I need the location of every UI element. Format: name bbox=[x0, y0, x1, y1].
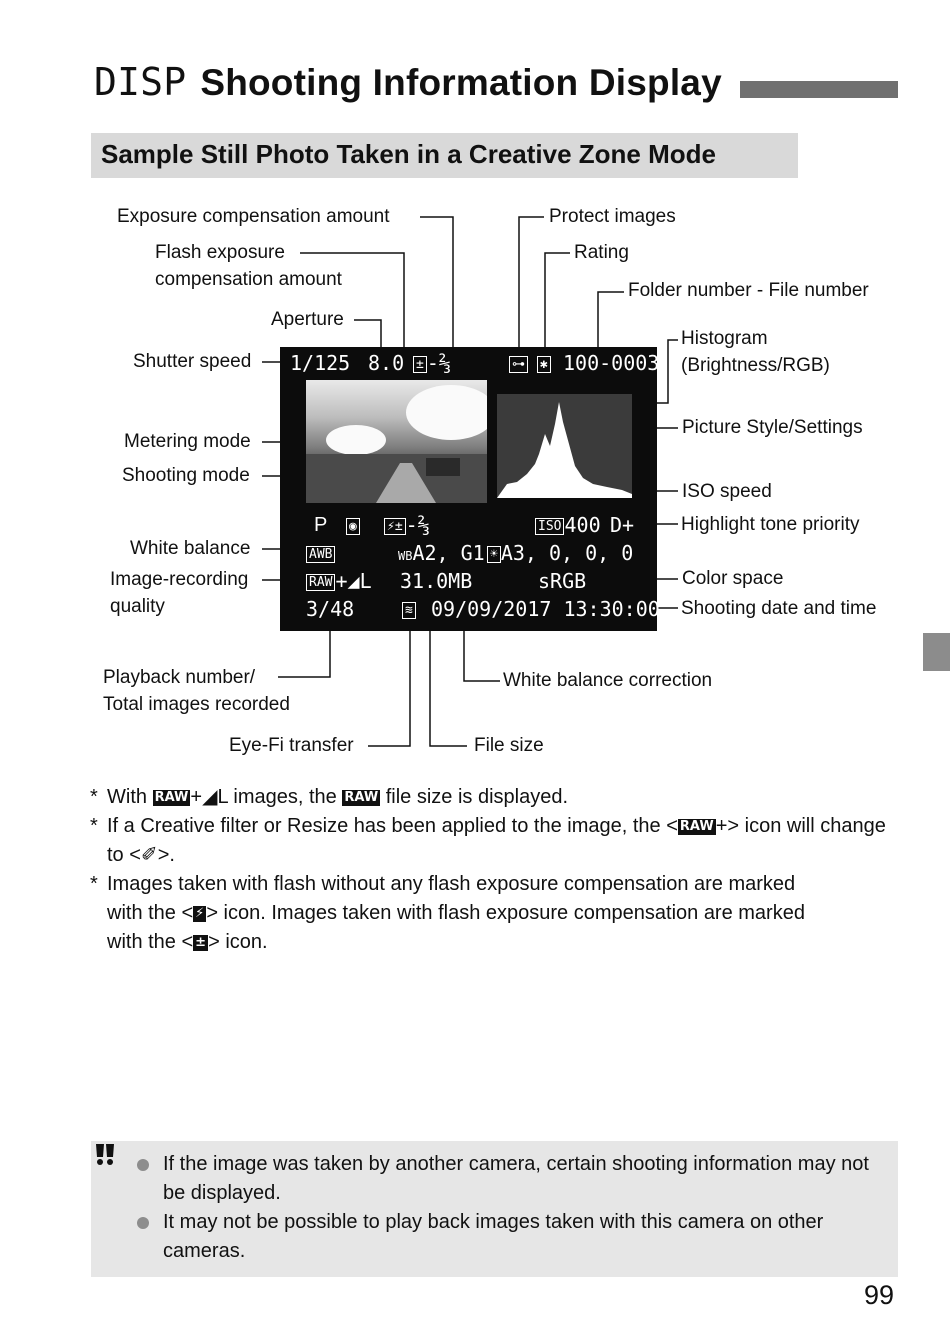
screen-highlight: D+ bbox=[610, 513, 635, 537]
raw-icon: RAW bbox=[679, 819, 714, 834]
label-flash-exposure-comp: Flash exposure compensation amount bbox=[155, 242, 342, 290]
screen-folder-file: 100-0003 bbox=[563, 351, 660, 375]
disp-label: DISP bbox=[94, 60, 187, 104]
label-color-space: Color space bbox=[682, 568, 784, 589]
star-icon: ✱ bbox=[537, 351, 551, 375]
screen-quality: RAW +◢L bbox=[306, 569, 372, 593]
screen-aperture: 8.0 bbox=[368, 351, 405, 375]
label-file-size: File size bbox=[474, 735, 544, 756]
screen-color-space: sRGB bbox=[538, 569, 587, 593]
flash-comp-icon: ⚡± bbox=[384, 518, 406, 535]
screen-file-size: 31.0MB bbox=[400, 569, 473, 593]
footnotes bbox=[90, 783, 902, 957]
screen-wb bbox=[306, 541, 335, 565]
label-folder-file-number: Folder number - File number bbox=[628, 280, 869, 301]
title-text: Shooting Information Display bbox=[200, 62, 722, 103]
page-number: 99 bbox=[864, 1280, 895, 1310]
screen-iso: ISO 400 bbox=[535, 513, 601, 537]
label-white-balance: White balance bbox=[130, 538, 251, 559]
screen-datetime: 09/09/2017 13:30:00 bbox=[431, 597, 660, 621]
flash-comp-icon: ± bbox=[195, 935, 207, 950]
picture-style-icon: ☀ bbox=[487, 546, 501, 563]
label-wb-correction: White balance correction bbox=[503, 670, 713, 691]
label-highlight-tone: Highlight tone priority bbox=[681, 514, 860, 535]
iso-icon: ISO bbox=[535, 518, 564, 535]
label-playback-number: Playback number/ Total images recorded bbox=[103, 667, 290, 715]
section-title: Sample Still Photo Taken in a Creative Zone Mode bbox=[101, 139, 716, 169]
eye-fi-icon: ≋ bbox=[402, 597, 416, 621]
wb-icon: AWB bbox=[306, 546, 335, 563]
label-picture-style: Picture Style/Settings bbox=[682, 417, 863, 438]
label-metering-mode: Metering mode bbox=[124, 431, 251, 452]
camera-screen bbox=[280, 347, 660, 631]
bullet-icon bbox=[137, 1217, 149, 1229]
flash-icon: ⚡ bbox=[195, 906, 205, 921]
label-exposure-comp: Exposure compensation amount bbox=[117, 206, 390, 227]
metering-icon: ◉ bbox=[346, 513, 360, 537]
screen-mode: P bbox=[314, 514, 328, 536]
label-date-time: Shooting date and time bbox=[681, 598, 877, 619]
raw-icon: RAW bbox=[344, 790, 379, 805]
label-shutter-speed: Shutter speed bbox=[133, 351, 252, 372]
screen-flash-comp: ⚡± -⅔ bbox=[384, 513, 430, 537]
wb-shift-icon: WB bbox=[398, 549, 413, 563]
histogram-curve bbox=[497, 394, 632, 498]
screen-playback: 3/48 bbox=[306, 597, 355, 621]
raw-icon: RAW bbox=[306, 574, 335, 591]
label-shooting-mode: Shooting mode bbox=[122, 465, 250, 486]
footnote-1: * With RAW +◢L images, the RAW file size is displayed. bbox=[90, 786, 569, 808]
caution-icon bbox=[92, 1142, 118, 1168]
creative-filter-icon: ✐ bbox=[140, 844, 158, 866]
exp-comp-icon: ± bbox=[413, 356, 427, 373]
screen-wb-shift: WBA2, G1 bbox=[398, 541, 485, 565]
footnote-3: * Images taken with flash without any flash exposure compensation are marked with the < ⚡ > icon. Images taken with flash exposure compensation are marked with the < ± > icon. bbox=[90, 873, 805, 953]
label-iso-speed: ISO speed bbox=[682, 481, 772, 502]
photo-thumbnail bbox=[306, 380, 487, 503]
label-aperture: Aperture bbox=[271, 309, 344, 330]
footnote-2: * If a Creative filter or Resize has been applied to the image, the < RAW +> icon will change to <✐>. bbox=[90, 815, 886, 866]
histogram-graph bbox=[497, 394, 632, 498]
label-histogram: Histogram (Brightness/RGB) bbox=[681, 328, 830, 376]
screen-shutter: 1/125 bbox=[290, 351, 351, 375]
label-rating: Rating bbox=[574, 242, 629, 263]
key-icon: ⊶ bbox=[509, 351, 528, 375]
label-protect-images: Protect images bbox=[549, 206, 676, 227]
bullet-icon bbox=[137, 1159, 149, 1171]
raw-icon: RAW bbox=[154, 790, 189, 805]
screen-exp-comp: ± -⅔ bbox=[413, 351, 451, 375]
caution-box: If the image was taken by another camera, certain shooting information may not be displayed. It may not be possible to play back images taken with this camera on other cameras. bbox=[91, 1141, 898, 1277]
label-eye-fi: Eye-Fi transfer bbox=[229, 735, 354, 756]
label-image-quality: Image-recording quality bbox=[110, 569, 249, 617]
screen-picture-style: ☀ A3, 0, 0, 0 bbox=[487, 541, 633, 565]
